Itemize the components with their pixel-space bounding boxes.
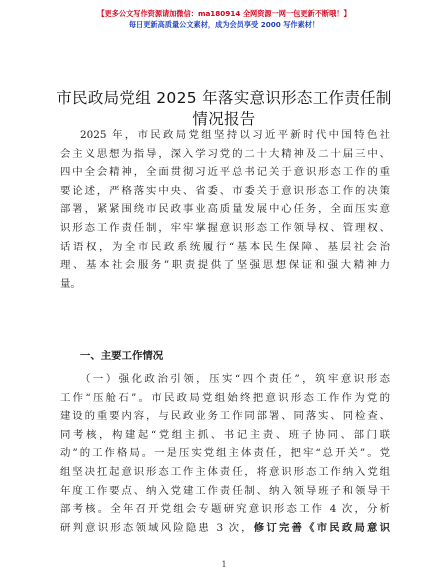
text-line: 理、基本社会服务”职责提供了坚强思想保证和强大精神力 — [60, 259, 390, 272]
text-line: 话语权，为全市民政系统履行“基本民生保障、基层社会治 — [60, 240, 390, 253]
text-line: 量。 — [60, 277, 81, 290]
text-line: 四中全会精神，全面贯彻习近平总书记关于意识形态工作的重 — [60, 166, 390, 179]
promo-banner-line-2: 每日更新高质量公文素材，成为会员享受 2000 写作素材！ — [128, 20, 320, 29]
text-line: 同考核，构建起“党组主抓、书记主责、班子协同、部门联 — [60, 428, 390, 441]
section-paragraph — [60, 370, 390, 537]
document-title — [40, 88, 408, 130]
intro-paragraph — [60, 126, 390, 293]
text-line: 识形态工作责任制，牢牢掌握意识形态工作领导权、管理权、 — [60, 221, 390, 234]
text-line: 工作“压舱石”。市民政局党组始终把意识形态工作作为党的 — [60, 391, 390, 404]
text-line — [60, 519, 390, 538]
text-segment: 研判意识形态领域风险隐患 3 次， — [60, 521, 254, 534]
text-line: 要论述，严格落实中央、省委、市委关于意识形态工作的决策 — [60, 184, 390, 197]
section-heading: 一、主要工作情况 — [80, 350, 164, 362]
text-line: 建设的重要内容，与民政业务工作同部署、同落实、同检查、 — [60, 410, 390, 423]
text-line: 部署，紧紧围绕市民政事业高质量发展中心任务，全面压实意 — [60, 203, 390, 216]
text-line: 动”的工作格局。一是压实党组主体责任，把牢“总开关”。党 — [60, 447, 390, 460]
bold-text-segment: 修订完善《市民政局意识 — [253, 521, 391, 534]
text-line: 组坚决扛起意识形态工作主体责任，将意识形态工作纳入党组 — [60, 465, 390, 478]
text-line: 会主义思想为指导，深入学习党的二十大精神及二十届三中、 — [60, 147, 390, 160]
text-line: （一）强化政治引领，压实“四个责任”，筑牢意识形态 — [80, 373, 390, 385]
text-line: 年度工作要点、纳入党建工作责任制、纳入领导班子和领导干 — [60, 484, 390, 497]
promo-banner — [0, 8, 448, 30]
page-number: 1 — [221, 560, 227, 569]
promo-banner-line-1: 【更多公文写作资源请加微信：ma180914 全网资源一网一包更新不断哦！】 — [97, 9, 351, 18]
document-title-line-2: 情况报告 — [192, 110, 256, 128]
text-line: 2025 年，市民政局党组坚持以习近平新时代中国特色社 — [80, 129, 390, 141]
text-line: 部考核。全年召开党组会专题研究意识形态工作 4 次，分析 — [60, 503, 390, 516]
document-title-line-1: 市民政局党组 2025 年落实意识形态工作责任制 — [56, 89, 392, 107]
